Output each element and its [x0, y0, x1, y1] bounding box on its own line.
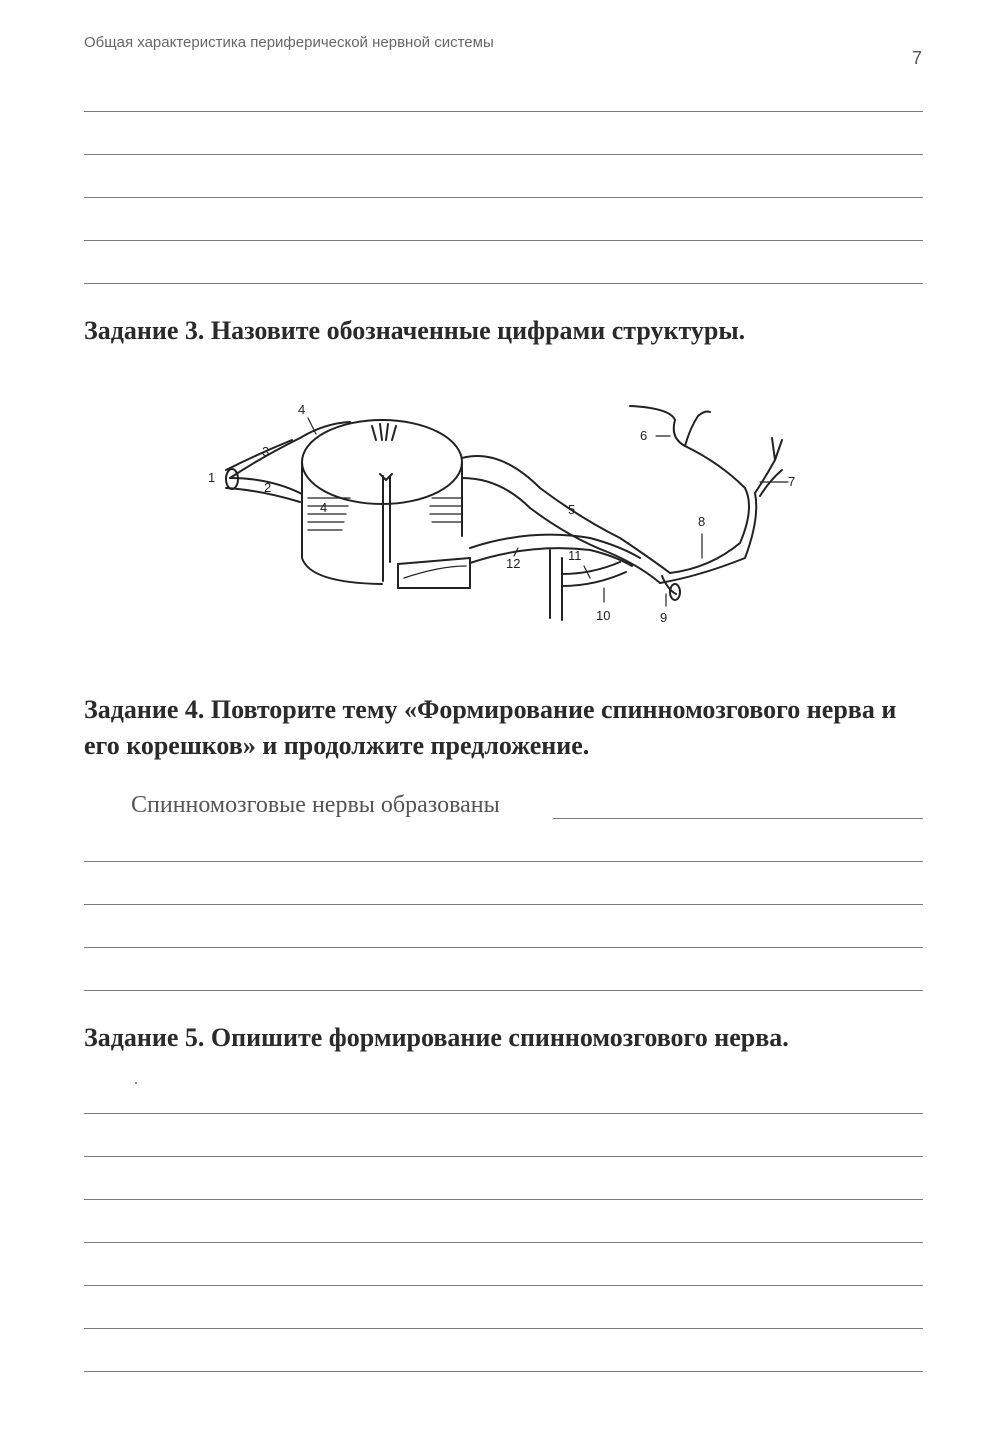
answer-line — [84, 1371, 923, 1372]
dorsal-root — [230, 422, 350, 478]
running-header: Общая характеристика периферической нервной системы — [84, 34, 494, 51]
answer-line — [84, 1328, 923, 1329]
spinal-cord-body — [302, 462, 382, 584]
answer-line — [84, 1199, 923, 1200]
label-7: 7 — [788, 474, 796, 489]
label-2: 2 — [264, 480, 272, 495]
answer-line — [84, 197, 923, 198]
answer-line — [84, 111, 923, 112]
answer-line — [84, 154, 923, 155]
label-6: 6 — [640, 428, 648, 443]
answer-line — [553, 818, 923, 819]
task-5-title: Задание 5. Опишите формирование спинномозгового нерва. — [84, 1023, 789, 1052]
answer-line — [84, 861, 923, 862]
label-1: 1 — [208, 470, 216, 485]
label-10: 10 — [596, 608, 611, 623]
answer-line — [84, 240, 923, 241]
answer-line — [84, 1242, 923, 1243]
answer-line — [84, 283, 923, 284]
label-4-side: 4 — [320, 500, 328, 515]
spinal-nerve-diagram — [200, 398, 820, 643]
scan-speck — [135, 1082, 137, 1084]
label-12: 12 — [506, 556, 521, 571]
label-3: 3 — [262, 444, 270, 459]
answer-line — [84, 1285, 923, 1286]
sentence-prompt: Спинномозговые нервы образованы — [131, 792, 500, 818]
label-8: 8 — [698, 514, 706, 529]
answer-line — [84, 1113, 923, 1114]
page-number: 7 — [912, 48, 923, 68]
label-9: 9 — [660, 610, 668, 625]
answer-line — [84, 1156, 923, 1157]
label-5: 5 — [568, 502, 576, 517]
task-3-title: Задание 3. Назовите обозначенные цифрами структуры. — [84, 316, 746, 345]
label-11: 11 — [568, 548, 582, 563]
label-4-top: 4 — [298, 402, 306, 417]
answer-line — [84, 904, 923, 905]
answer-line — [84, 990, 923, 991]
task-4-title: Задание 4. Повторите тему «Формирование спинномозгового нерва и его корешков» и продолжите предложение. — [84, 695, 897, 760]
answer-line — [84, 947, 923, 948]
